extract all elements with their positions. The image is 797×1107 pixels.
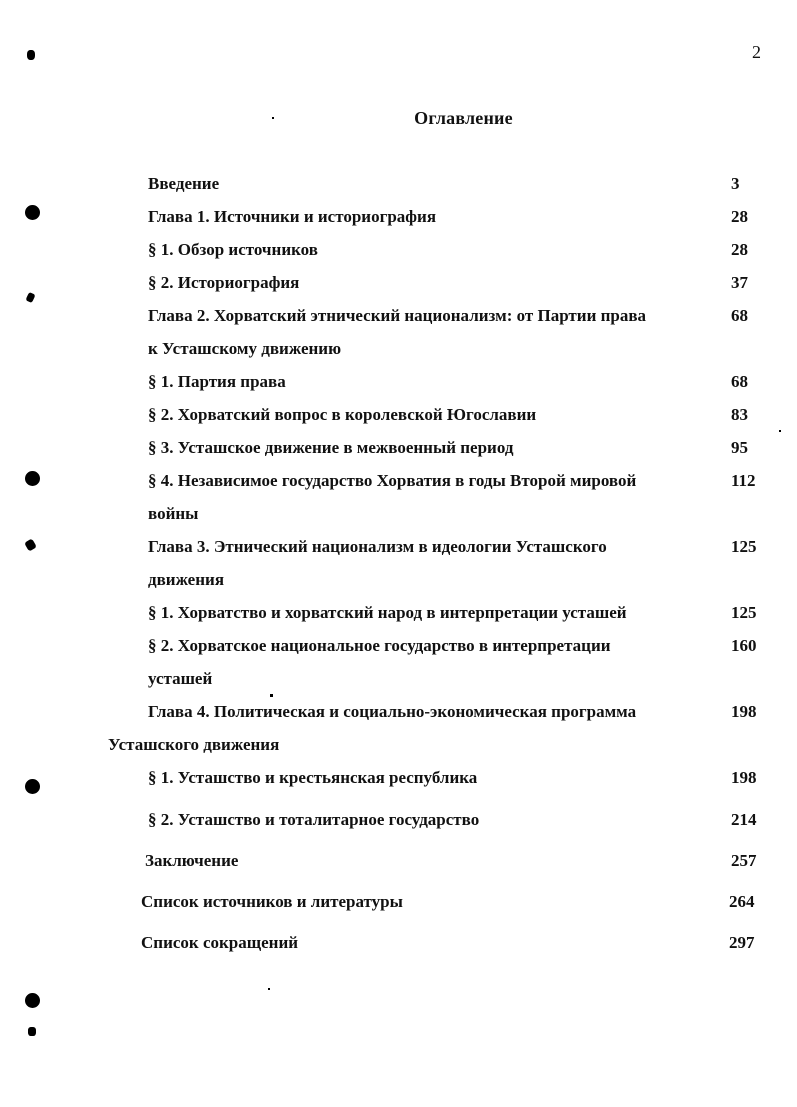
- toc-page-section-2-1: 68: [731, 372, 748, 391]
- toc-entry-section-2-4: § 4. Независимое государство Хорватия в годы Второй мировой: [148, 471, 637, 490]
- toc-page-chapter-2: 68: [731, 306, 748, 325]
- scan-speck: [27, 50, 35, 60]
- toc-entry-section-1-2: § 2. Историография: [148, 273, 300, 292]
- toc-page-section-3-1: 125: [731, 603, 757, 622]
- toc-entry-section-1-1: § 1. Обзор источников: [148, 240, 318, 259]
- punch-hole: [25, 993, 40, 1008]
- scan-speck: [779, 430, 781, 432]
- toc-page-section-4-1: 198: [731, 768, 757, 787]
- toc-page-section-2-3: 95: [731, 438, 748, 457]
- toc-entry-chapter-1: Глава 1. Источники и историография: [148, 207, 437, 226]
- toc-entry-conclusion: Заключение: [145, 851, 239, 870]
- toc-entry-introduction: Введение: [148, 174, 220, 193]
- toc-entry-section-2-2: § 2. Хорватский вопрос в королевской Югославии: [148, 405, 537, 424]
- punch-hole: [25, 471, 40, 486]
- toc-entry-chapter-4-cont: Усташского движения: [108, 735, 280, 754]
- toc-entry-section-3-2-cont: усташей: [148, 669, 213, 688]
- toc-entry-section-4-2: § 2. Усташство и тоталитарное государство: [148, 810, 480, 829]
- toc-entry-chapter-3: Глава 3. Этнический национализм в идеологии Усташского: [148, 537, 607, 556]
- toc-page-section-1-2: 37: [731, 273, 748, 292]
- toc-entry-section-3-2: § 2. Хорватское национальное государство в интерпретации: [148, 636, 611, 655]
- toc-entry-section-2-4-cont: войны: [148, 504, 199, 523]
- toc-entry-chapter-4: Глава 4. Политическая и социально-экономическая программа: [148, 702, 637, 721]
- page-title: Оглавление: [414, 108, 513, 128]
- punch-hole: [25, 779, 40, 794]
- toc-page-chapter-4: 198: [731, 702, 757, 721]
- toc-page-chapter-3: 125: [731, 537, 757, 556]
- toc-page-section-3-2: 160: [731, 636, 757, 655]
- toc-entry-chapter-2: Глава 2. Хорватский этнический национализм: от Партии права: [148, 306, 647, 325]
- toc-entry-bibliography: Список источников и литературы: [141, 892, 403, 911]
- toc-page-conclusion: 257: [731, 851, 757, 870]
- toc-page-abbreviations: 297: [729, 933, 755, 952]
- toc-entry-chapter-2-cont: к Усташскому движению: [148, 339, 342, 358]
- toc-page-section-2-4: 112: [731, 471, 756, 490]
- punch-hole: [25, 205, 40, 220]
- page-number: 2: [752, 42, 761, 62]
- scan-speck: [24, 538, 37, 551]
- toc-page-section-2-2: 83: [731, 405, 748, 424]
- toc-entry-section-3-1: § 1. Хорватство и хорватский народ в интерпретации усташей: [148, 603, 627, 622]
- scan-speck: [28, 1027, 36, 1036]
- toc-entry-section-4-1: § 1. Усташство и крестьянская республика: [148, 768, 478, 787]
- scan-speck: [25, 292, 35, 303]
- scan-speck: [270, 694, 273, 697]
- scan-speck: [268, 988, 270, 990]
- toc-page-chapter-1: 28: [731, 207, 748, 226]
- toc-page-introduction: 3: [731, 174, 740, 193]
- toc-entry-section-2-1: § 1. Партия права: [148, 372, 286, 391]
- toc-page-section-1-1: 28: [731, 240, 748, 259]
- toc-entry-abbreviations: Список сокращений: [141, 933, 299, 952]
- toc-page-section-4-2: 214: [731, 810, 757, 829]
- scan-speck: [272, 117, 274, 119]
- toc-page-bibliography: 264: [729, 892, 755, 911]
- toc-entry-section-2-3: § 3. Усташское движение в межвоенный период: [148, 438, 514, 457]
- toc-entry-chapter-3-cont: движения: [148, 570, 225, 589]
